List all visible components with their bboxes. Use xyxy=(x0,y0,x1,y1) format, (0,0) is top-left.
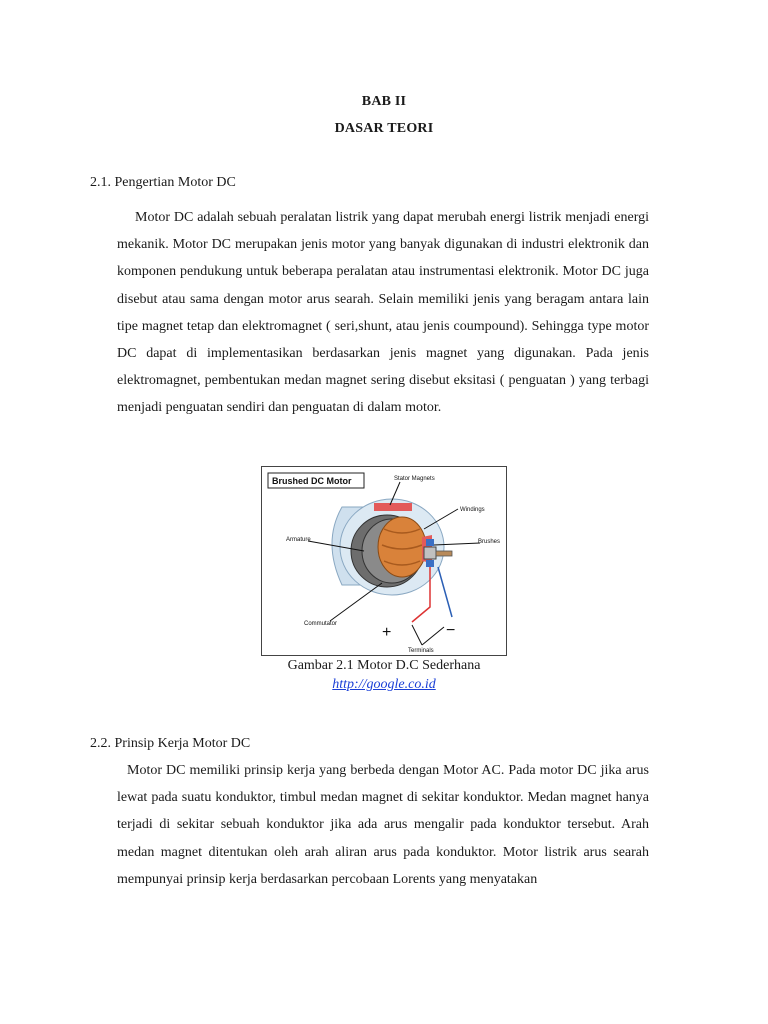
label-stator-magnets: Stator Magnets xyxy=(394,476,435,482)
source-link[interactable]: http://google.co.id xyxy=(332,677,436,692)
label-commutator: Commutator xyxy=(304,621,338,627)
brushed-dc-motor-illustration xyxy=(262,467,506,655)
paragraph-text: Motor DC memiliki prinsip kerja yang berbeda dengan Motor AC. Pada motor DC jika arus lewat pada suatu konduktor, timbul medan magnet di sekitar konduktor. Medan magnet hanya terjadi di sekitar sebuah konduktor jika ada arus mengalir pada konduktor tersebut. Arah medan magnet ditentukan oleh arah aliran arus pada konduktor. Motor listrik arus searah mempunyai prinsip kerja berdasarkan percobaan Lorents yang menyatakan xyxy=(117,763,649,887)
leader-terminals-a xyxy=(412,625,422,645)
label-armature: Armature xyxy=(286,537,311,543)
leader-commutator xyxy=(330,583,382,621)
chapter-number: BAB II xyxy=(361,94,407,109)
terminal-wire-negative xyxy=(438,567,452,617)
figure-source xyxy=(0,677,768,693)
section-heading-2-1: 2.1. Pengertian Motor DC xyxy=(90,175,236,190)
label-plus: + xyxy=(382,624,392,641)
section-paragraph-2-2 xyxy=(117,757,649,893)
label-terminals: Terminals xyxy=(408,648,434,654)
brush-bottom xyxy=(426,560,434,567)
figure-caption: Gambar 2.1 Motor D.C Sederhana xyxy=(287,658,481,673)
section-paragraph-2-1 xyxy=(117,204,649,422)
figure-title: Brushed DC Motor xyxy=(272,476,352,486)
brush-top xyxy=(426,539,434,546)
chapter-title: DASAR TEORI xyxy=(334,121,434,136)
label-minus: − xyxy=(446,622,456,639)
leader-terminals-b xyxy=(422,627,444,645)
paragraph-text: Motor DC adalah sebuah peralatan listrik yang dapat merubah energi listrik menjadi energi mekanik. Motor DC merupakan jenis motor yang banyak digunakan di industri elektronik dan komponen pendukung untuk beberapa peralatan atau instrumentasi elektronik. Motor DC juga disebut atau sama dengan motor arus searah. Selain memiliki jenis yang beragam antara lain tipe magnet tetap dan elektromagnet ( seri,shunt, atau jenis coumpound). Sehingga type motor DC dapat di implementasikan berdasarkan jenis magnet yang digunakan. Pada jenis elektromagnet, pembentukan medan magnet sering disebut eksitasi ( penguatan ) yang terbagi menjadi penguatan sendiri dan penguatan di dalam motor. xyxy=(117,210,649,416)
motor-figure xyxy=(261,466,507,656)
copper-windings xyxy=(378,517,426,577)
shaft xyxy=(436,551,452,556)
label-brushes: Brushes xyxy=(478,539,501,545)
commutator-ring xyxy=(424,547,436,559)
label-windings: Windings xyxy=(460,507,485,513)
section-heading-2-2: 2.2. Prinsip Kerja Motor DC xyxy=(90,736,251,751)
stator-magnet-top xyxy=(374,503,412,511)
